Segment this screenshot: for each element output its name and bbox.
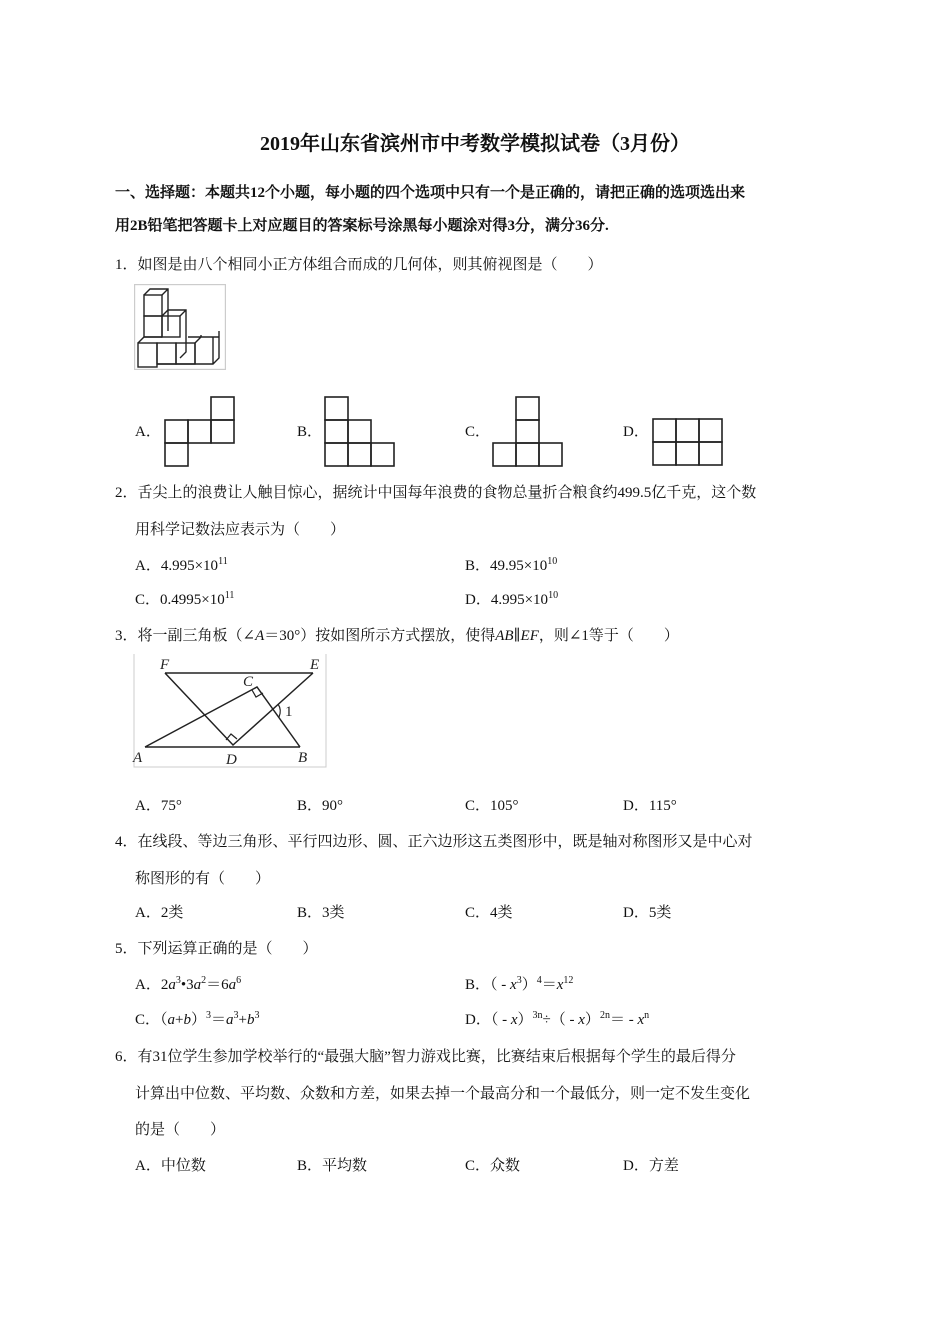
question-6-option-d: D．方差: [623, 1158, 679, 1174]
question-2-stem-1: 2．舌尖上的浪费让人触目惊心，据统计中国每年浪费的食物总量折合粮食约499.5亿千克，这个数: [115, 485, 757, 501]
question-4-stem-2: 称图形的有（ ）: [135, 871, 271, 887]
label-e: E: [310, 657, 320, 673]
option-label: B．: [465, 558, 491, 574]
question-3-option-d: D．115°: [623, 798, 677, 814]
e: 12: [563, 975, 574, 986]
question-5-option-a: [135, 975, 241, 995]
question-2-option-a: [135, 556, 228, 576]
question-4-option-d: D．5类: [623, 905, 672, 921]
option-b-grid-figure: [324, 396, 398, 468]
question-5-option-b: [465, 975, 573, 995]
e: 4: [536, 975, 542, 986]
question-1-option-d: D．: [623, 424, 649, 440]
e: 3: [206, 1010, 211, 1021]
option-exponent: 11: [224, 590, 235, 601]
question-6-stem-2: 计算出中位数、平均数、众数和方差，如果去掉一个最高分和一个最低分，则一定不发生变化: [135, 1086, 751, 1102]
t: ）: [521, 977, 537, 993]
triangle-rulers-figure: [130, 650, 330, 770]
question-5-option-c: [135, 1010, 259, 1030]
option-label: C．: [135, 592, 161, 608]
e: 3n: [532, 1010, 543, 1021]
question-1-stem: 1．如图是由八个相同小正方体组合而成的几何体，则其俯视图是（ ）: [115, 257, 603, 273]
question-5-stem: 5．下列运算正确的是（ ）: [115, 941, 318, 957]
t: D．（ -: [465, 1012, 511, 1028]
option-exponent: 10: [547, 556, 558, 567]
question-4-option-b: B．3类: [297, 905, 345, 921]
question-6-stem-1: 6．有31位学生参加学校举行的“最强大脑”智力游戏比赛，比赛结束后根据每个学生的最后得分: [115, 1049, 736, 1065]
section-instructions-2: 用2B铅笔把答题卡上对应题目的答案标号涂黑每小题涂对得3分，满分36分.: [115, 218, 609, 234]
t: +: [238, 1012, 247, 1028]
label-d: D: [226, 752, 237, 768]
question-4-stem-1: 4．在线段、等边三角形、平行四边形、圆、正六边形这五类图形中，既是轴对称图形又是中心对: [115, 834, 753, 850]
option-label: D．: [465, 592, 491, 608]
question-2-option-c: [135, 590, 234, 610]
e: 2n: [599, 1010, 610, 1021]
stem-text: ，则∠1等于（ ）: [538, 628, 679, 644]
option-label: A．: [135, 558, 161, 574]
v: a: [167, 1012, 176, 1028]
v: a: [226, 1012, 234, 1028]
v: b: [183, 1012, 191, 1028]
e: n: [644, 1010, 650, 1021]
stem-var: AB: [495, 628, 514, 644]
t: B．（ -: [465, 977, 511, 993]
t: ＝: [541, 977, 557, 993]
v: b: [246, 1012, 255, 1028]
option-exponent: 11: [218, 556, 228, 567]
option-base: 4.995×10: [490, 592, 549, 608]
v: x: [510, 1012, 518, 1028]
v: x: [510, 977, 517, 993]
option-base: 4.995×10: [160, 558, 219, 574]
question-2-option-d: [465, 590, 558, 610]
v: x: [637, 1012, 645, 1028]
question-5-option-d: [465, 1010, 649, 1030]
cube-stack-figure: [134, 284, 226, 370]
t: C．（: [135, 1012, 168, 1028]
stem-text: 3．将一副三角板（∠: [115, 628, 256, 644]
t: ）: [584, 1012, 600, 1028]
question-1-option-a: A．: [135, 424, 161, 440]
t: ）: [517, 1012, 533, 1028]
e: 3: [516, 975, 522, 986]
question-3-option-b: B．90°: [297, 798, 344, 814]
question-2-option-b: [465, 556, 557, 576]
stem-text: ＝30°）按如图所示方式摆放，使得: [264, 628, 496, 644]
question-4-option-a: A．2类: [135, 905, 184, 921]
t: ÷（ -: [542, 1012, 579, 1028]
v: a: [168, 977, 176, 993]
label-c: C: [243, 674, 254, 690]
question-6-option-c: C．众数: [465, 1158, 521, 1174]
t: ＝: [211, 1012, 227, 1028]
v: a: [228, 977, 237, 993]
t: A．2: [135, 977, 169, 993]
v: a: [193, 977, 202, 993]
v: x: [556, 977, 564, 993]
e: 6: [236, 975, 242, 986]
stem-var: A: [255, 628, 265, 644]
e: 3: [175, 975, 181, 986]
option-c-grid-figure: [492, 396, 566, 468]
t: ＝6: [206, 977, 229, 993]
label-f: F: [160, 657, 170, 673]
label-a: A: [133, 750, 143, 766]
stem-var: EF: [520, 628, 539, 644]
e: 2: [201, 975, 207, 986]
t: +: [175, 1012, 184, 1028]
option-base: 49.95×10: [490, 558, 548, 574]
question-3-option-a: A．75°: [135, 798, 182, 814]
e: 3: [233, 1010, 239, 1021]
t: ＝ -: [609, 1012, 638, 1028]
stem-text: ∥: [513, 628, 521, 644]
t: ）: [190, 1012, 206, 1028]
section-instructions-1: 一、选择题：本题共12个小题，每小题的四个选项中只有一个是正确的，请把正确的选项选出来: [115, 185, 746, 201]
question-3-option-c: C．105°: [465, 798, 519, 814]
label-1: 1: [285, 704, 293, 720]
question-4-option-c: C．4类: [465, 905, 513, 921]
option-d-grid-figure: [652, 418, 726, 468]
question-1-option-c: C．: [465, 424, 491, 440]
question-6-option-a: A．中位数: [135, 1158, 206, 1174]
option-a-grid-figure: [164, 396, 236, 468]
option-base: 0.4995×10: [160, 592, 225, 608]
question-2-stem-2: 用科学记数法应表示为（ ）: [135, 522, 346, 538]
question-1-option-b: B．: [297, 424, 323, 440]
v: x: [578, 1012, 585, 1028]
e: 3: [254, 1010, 260, 1021]
page-title: 2019年山东省滨州市中考数学模拟试卷（3月份）: [260, 133, 690, 155]
question-3-stem: [115, 626, 679, 646]
question-6-stem-3: 的是（ ）: [135, 1122, 226, 1138]
question-6-option-b: B．平均数: [297, 1158, 368, 1174]
label-b: B: [298, 750, 308, 766]
t: •3: [180, 977, 194, 993]
option-exponent: 10: [548, 590, 559, 601]
